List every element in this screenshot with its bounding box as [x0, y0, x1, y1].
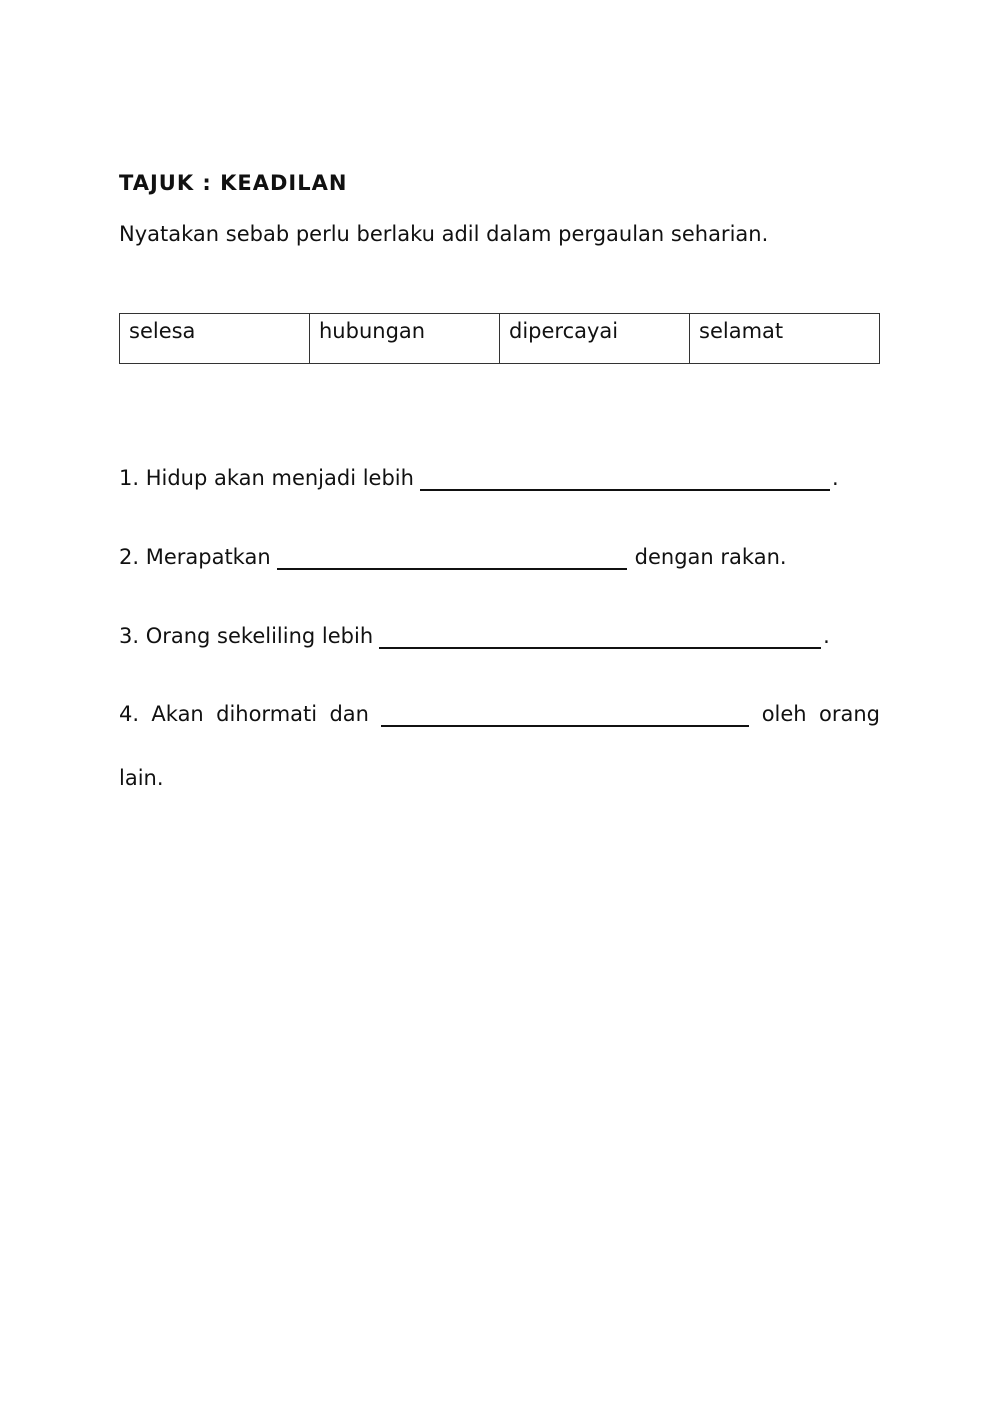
question-1 [119, 465, 839, 491]
word-bank-cell: selesa [120, 314, 310, 364]
question-4-blank[interactable] [381, 701, 749, 727]
question-3-end: . [823, 623, 830, 648]
question-2-text: 2. Merapatkan [119, 544, 271, 569]
question-2-blank[interactable] [277, 544, 627, 570]
instruction-text: Nyatakan sebab perlu berlaku adil dalam pergaulan seharian. [119, 222, 769, 246]
page-title: TAJUK : KEADILAN [119, 171, 348, 195]
question-1-blank[interactable] [420, 465, 830, 491]
question-3-blank[interactable] [379, 623, 821, 649]
question-4-continuation: lain. [119, 766, 164, 790]
word-bank-cell: dipercayai [500, 314, 690, 364]
question-4-word: 4. [119, 701, 140, 726]
question-2 [119, 544, 787, 570]
question-1-text: 1. Hidup akan menjadi lebih [119, 465, 414, 490]
question-2-end: dengan rakan. [634, 544, 787, 569]
word-bank-cell: selamat [690, 314, 880, 364]
question-4-word: dihormati [216, 701, 318, 726]
question-4-word: dan [329, 701, 369, 726]
question-3-text: 3. Orang sekeliling lebih [119, 623, 374, 648]
question-1-end: . [831, 465, 839, 490]
question-4 [119, 701, 880, 727]
question-4-word: oleh [761, 701, 807, 726]
word-bank-cell: hubungan [310, 314, 500, 364]
word-bank-row [120, 314, 880, 364]
question-3 [119, 623, 830, 649]
question-4-word: Akan [151, 701, 204, 726]
question-4-word: orang [818, 701, 880, 726]
word-bank-table [119, 313, 880, 364]
